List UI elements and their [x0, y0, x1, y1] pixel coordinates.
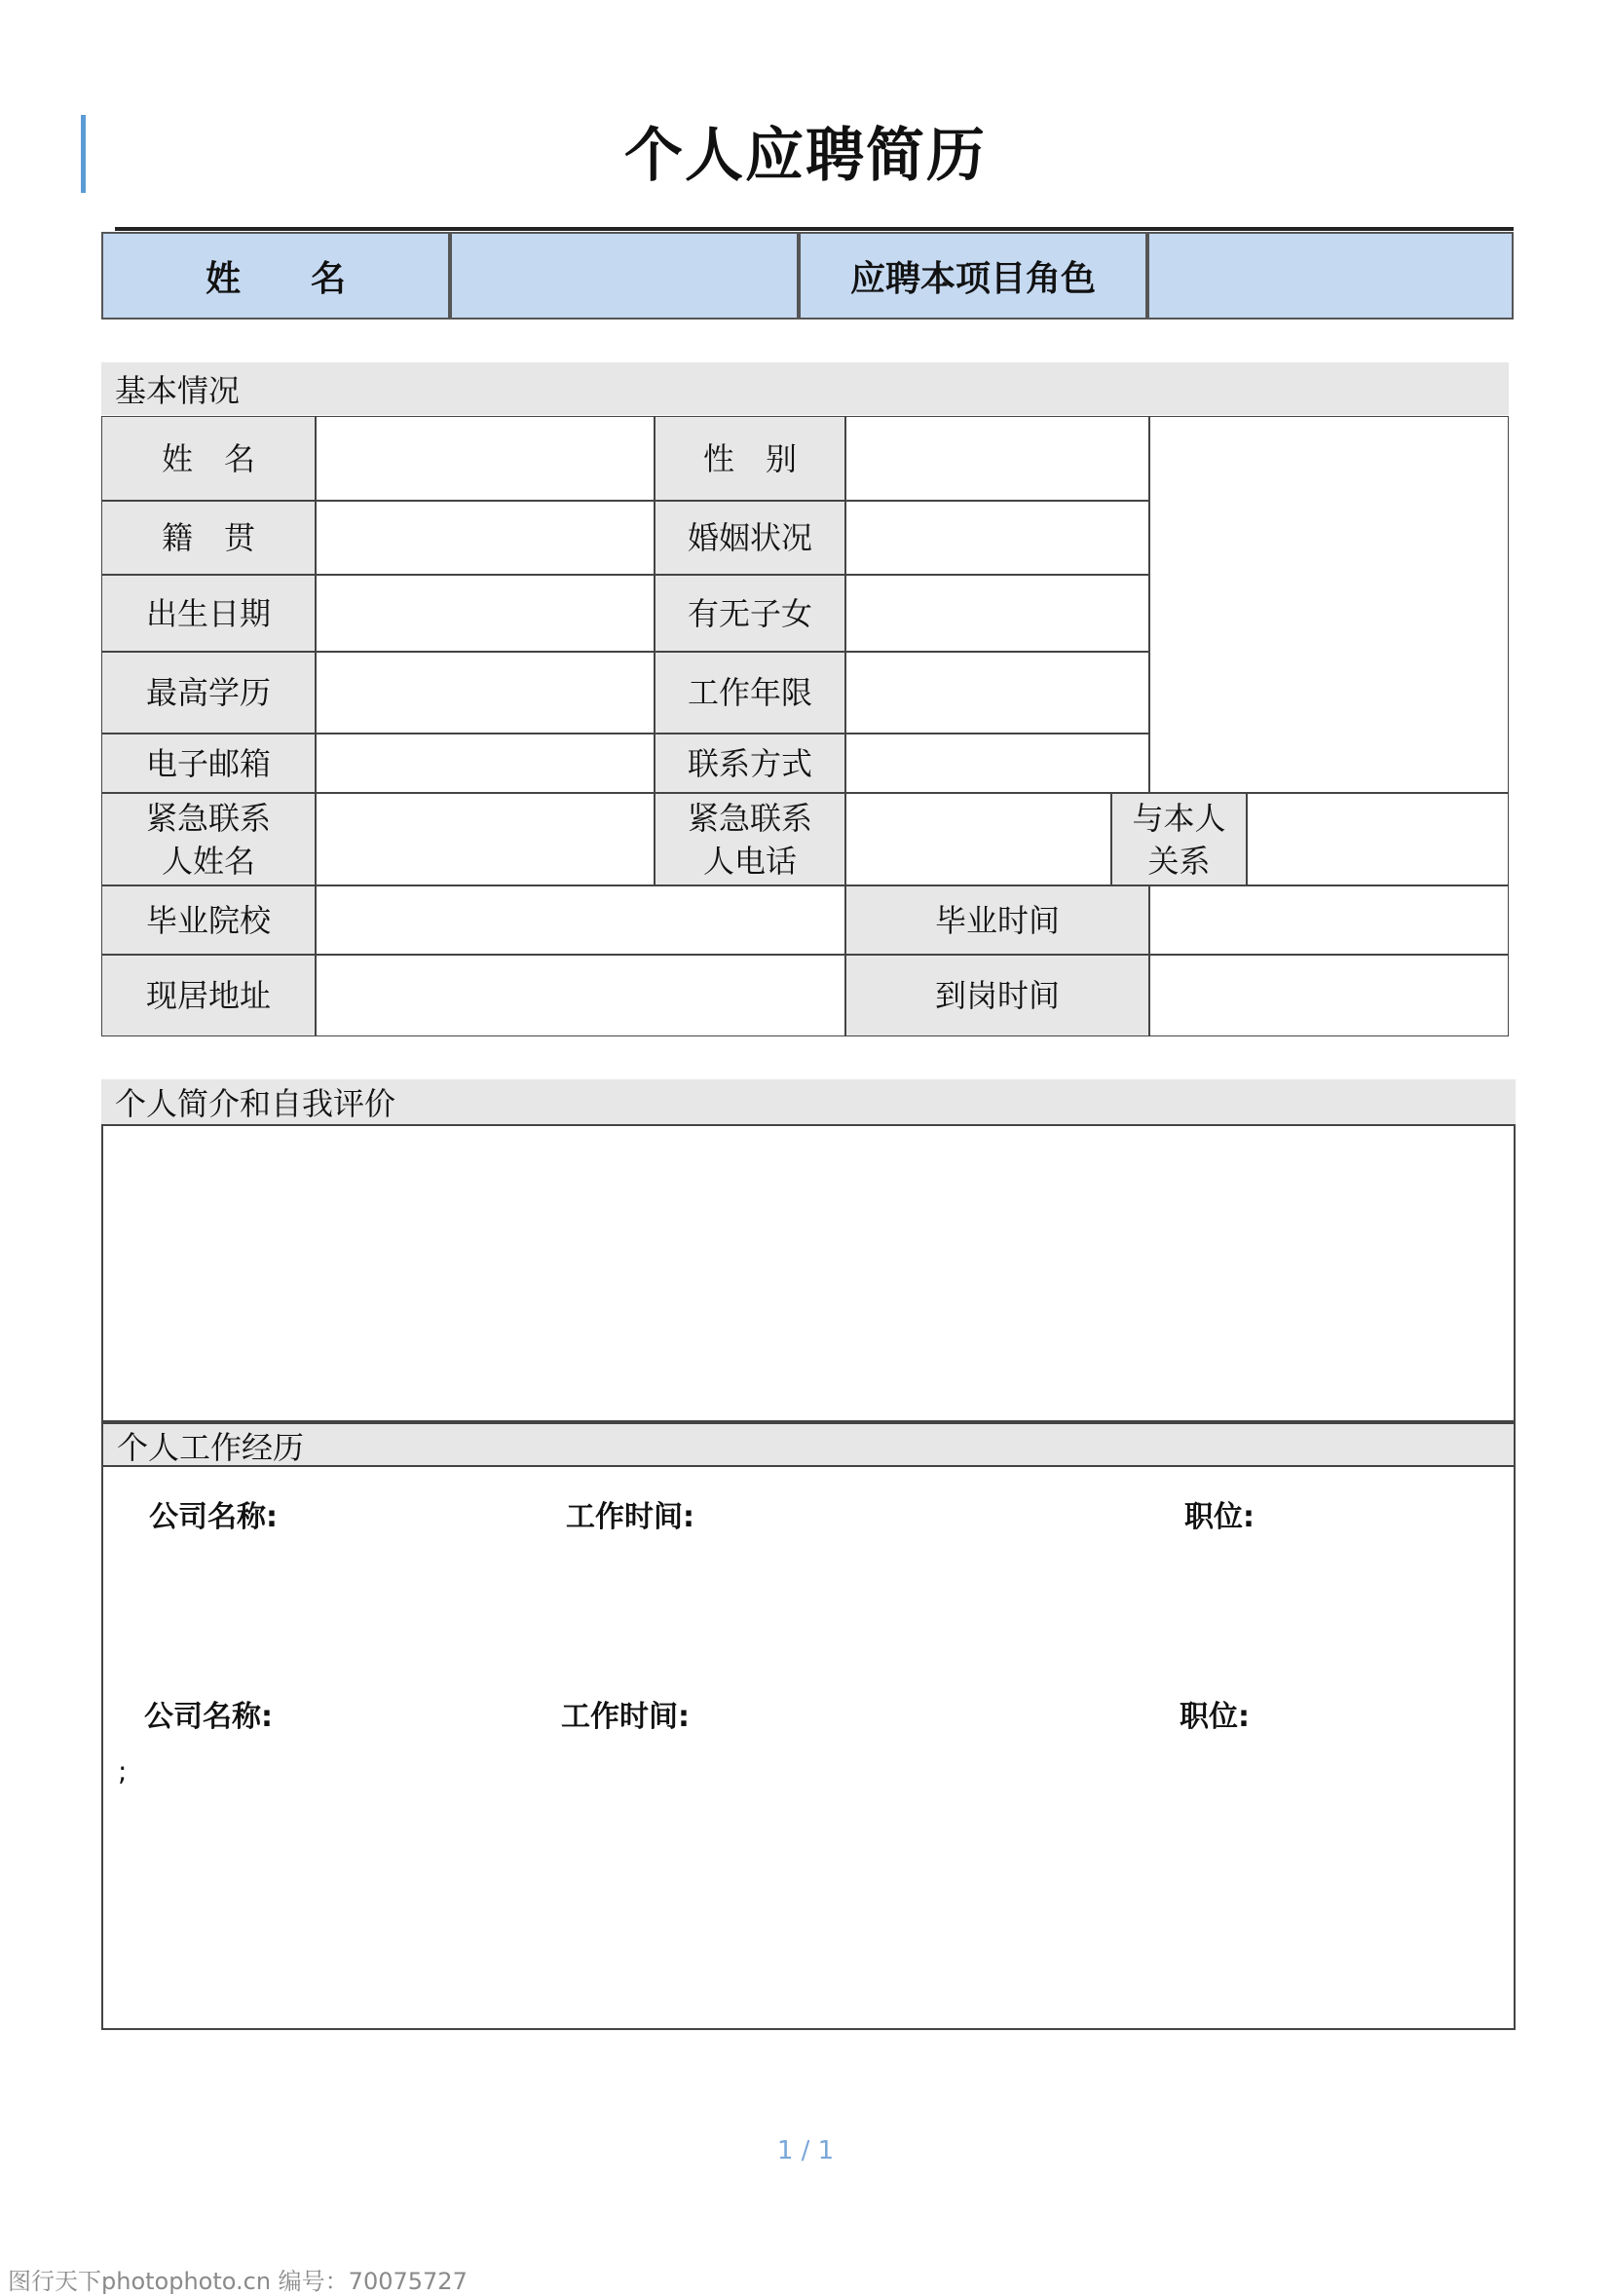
label-emergency-phone: 紧急联系人电话 — [655, 793, 845, 885]
field-grad-time[interactable] — [1149, 885, 1509, 955]
field-emergency-name[interactable] — [316, 793, 655, 885]
work-period-label-1: 工作时间: — [566, 1500, 694, 1534]
watermark: 图行天下photophoto.cn 编号：70075727 — [8, 2268, 468, 2295]
field-work-years[interactable] — [845, 652, 1149, 734]
work-position-label-2: 职位: — [1180, 1700, 1250, 1734]
label-email: 电子邮箱 — [101, 734, 316, 793]
label-start-time: 到岗时间 — [845, 955, 1149, 1036]
work-history-area[interactable] — [101, 1465, 1516, 2030]
field-children[interactable] — [845, 575, 1149, 652]
work-company-label-1: 公司名称: — [149, 1500, 278, 1534]
label-relation: 与本人关系 — [1111, 793, 1247, 885]
label-grad-time: 毕业时间 — [845, 885, 1149, 955]
field-marital-status[interactable] — [845, 501, 1149, 575]
section-intro-title: 个人简介和自我评价 — [101, 1079, 1516, 1124]
field-email[interactable] — [316, 734, 655, 793]
label-work-years: 工作年限 — [655, 652, 845, 734]
field-address[interactable] — [316, 955, 845, 1036]
label-address: 现居地址 — [101, 955, 316, 1036]
label-emergency-name: 紧急联系人姓名 — [101, 793, 316, 885]
header-role-value[interactable] — [1147, 232, 1514, 320]
header-name-label: 姓 名 — [101, 232, 450, 320]
field-relation[interactable] — [1247, 793, 1509, 885]
field-emergency-phone[interactable] — [845, 793, 1111, 885]
work-position-label-1: 职位: — [1184, 1500, 1255, 1534]
header-role-label: 应聘本项目角色 — [799, 232, 1147, 320]
header-name-value[interactable] — [450, 232, 799, 320]
work-period-label-2: 工作时间: — [561, 1700, 690, 1734]
field-birth-date[interactable] — [316, 575, 655, 652]
work-company-label-2: 公司名称: — [144, 1700, 273, 1734]
section-work-title: 个人工作经历 — [101, 1422, 1516, 1467]
field-gender[interactable] — [845, 416, 1149, 501]
intro-textarea[interactable] — [101, 1124, 1516, 1422]
page-number: 1 / 1 — [776, 2136, 835, 2165]
field-start-time[interactable] — [1149, 955, 1509, 1036]
work-semicolon: ; — [118, 1755, 128, 1788]
label-birth-date: 出生日期 — [101, 575, 316, 652]
field-contact[interactable] — [845, 734, 1149, 793]
label-contact: 联系方式 — [655, 734, 845, 793]
photo-box[interactable] — [1149, 416, 1509, 793]
label-gender: 性 别 — [655, 416, 845, 501]
title-rule — [115, 227, 1514, 231]
label-name: 姓 名 — [101, 416, 316, 501]
label-children: 有无子女 — [655, 575, 845, 652]
section-basic-title: 基本情况 — [101, 362, 1509, 415]
field-native-place[interactable] — [316, 501, 655, 575]
label-school: 毕业院校 — [101, 885, 316, 955]
label-education: 最高学历 — [101, 652, 316, 734]
field-school[interactable] — [316, 885, 845, 955]
label-marital-status: 婚姻状况 — [655, 501, 845, 575]
field-education[interactable] — [316, 652, 655, 734]
label-native-place: 籍 贯 — [101, 501, 316, 575]
field-name[interactable] — [316, 416, 655, 501]
page-title: 个人应聘简历 — [624, 122, 987, 190]
